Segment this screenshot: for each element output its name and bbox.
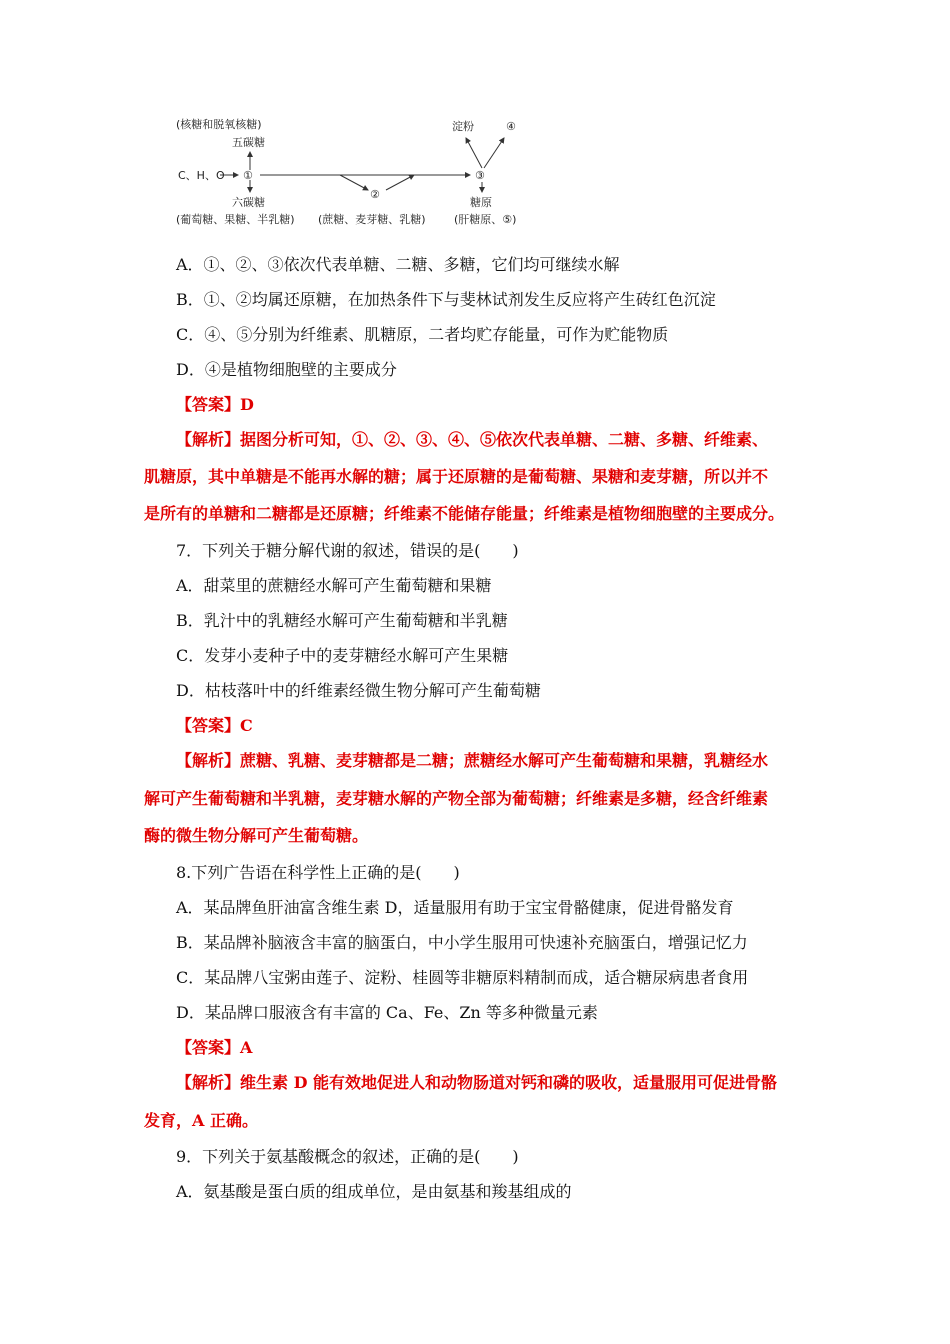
- q7-option-d: D．枯枝落叶中的纤维素经微生物分解可产生葡萄糖: [176, 681, 541, 700]
- diagram-pentose-examples: (核糖和脱氧核糖): [176, 118, 262, 131]
- q7-stem: 7．下列关于糖分解代谢的叙述，错误的是( ): [176, 541, 519, 560]
- sugar-classification-diagram: [170, 110, 550, 230]
- diagram-node-1: ①: [243, 169, 253, 182]
- q6-answer: 【答案】D: [176, 395, 254, 414]
- q7-explanation-line-3: 酶的微生物分解可产生葡萄糖。: [144, 826, 369, 845]
- q7-option-c: C．发芽小麦种子中的麦芽糖经水解可产生果糖: [176, 646, 509, 665]
- diagram-pentose: 五碳糖: [232, 136, 265, 149]
- q7-option-a: A．甜菜里的蔗糖经水解可产生葡萄糖和果糖: [176, 576, 492, 595]
- q8-explanation-line-2: 发育，A 正确。: [144, 1111, 258, 1130]
- diagram-hexose-examples: (葡萄糖、果糖、半乳糖): [176, 213, 295, 226]
- q8-option-a: A．某品牌鱼肝油富含维生素 D，适量服用有助于宝宝骨骼健康，促进骨骼发育: [176, 898, 734, 917]
- q6-option-c: C．④、⑤分别为纤维素、肌糖原，二者均贮存能量，可作为贮能物质: [176, 325, 669, 344]
- diagram-origin: C、H、O: [178, 169, 225, 182]
- diagram-node-2: ②: [370, 188, 380, 201]
- q6-option-b: B．①、②均属还原糖，在加热条件下与斐林试剂发生反应将产生砖红色沉淀: [176, 290, 716, 309]
- q8-option-c: C．某品牌八宝粥由莲子、淀粉、桂圆等非糖原料精制而成，适合糖尿病患者食用: [176, 968, 749, 987]
- q7-explanation-line-1: 【解析】蔗糖、乳糖、麦芽糖都是二糖；蔗糖经水解可产生葡萄糖和果糖，乳糖经水: [176, 751, 769, 770]
- diagram-node-4: ④: [506, 120, 516, 133]
- q8-option-b: B．某品牌补脑液含丰富的脑蛋白，中小学生服用可快速补充脑蛋白，增强记忆力: [176, 933, 748, 952]
- diagram-glycogen-examples: (肝糖原、⑤): [454, 213, 517, 226]
- q8-explanation-line-1: 【解析】维生素 D 能有效地促进人和动物肠道对钙和磷的吸收，适量服用可促进骨骼: [176, 1073, 778, 1092]
- q6-explanation-line-2: 肌糖原，其中单糖是不能再水解的糖；属于还原糖的是葡萄糖、果糖和麦芽糖，所以并不: [144, 467, 769, 486]
- q6-option-a: A．①、②、③依次代表单糖、二糖、多糖，它们均可继续水解: [176, 255, 620, 274]
- diagram-node-3: ③: [475, 169, 485, 182]
- q9-option-a: A．氨基酸是蛋白质的组成单位，是由氨基和羧基组成的: [176, 1182, 572, 1201]
- q7-option-b: B．乳汁中的乳糖经水解可产生葡萄糖和半乳糖: [176, 611, 508, 630]
- q6-explanation-line-1: 【解析】据图分析可知，①、②、③、④、⑤依次代表单糖、二糖、多糖、纤维素、: [176, 430, 769, 449]
- q8-answer: 【答案】A: [176, 1038, 253, 1057]
- q9-stem: 9．下列关于氨基酸概念的叙述，正确的是( ): [176, 1147, 519, 1166]
- q8-option-d: D．某品牌口服液含有丰富的 Ca、Fe、Zn 等多种微量元素: [176, 1003, 598, 1022]
- q6-option-d: D．④是植物细胞壁的主要成分: [176, 360, 397, 379]
- q6-explanation-line-3: 是所有的单糖和二糖都是还原糖；纤维素不能储存能量；纤维素是植物细胞壁的主要成分。: [144, 504, 785, 523]
- diagram-glycogen: 糖原: [470, 196, 492, 209]
- q7-answer: 【答案】C: [176, 716, 253, 735]
- diagram-starch: 淀粉: [452, 120, 474, 133]
- diagram-disaccharide-examples: (蔗糖、麦芽糖、乳糖): [318, 213, 426, 226]
- diagram-hexose: 六碳糖: [232, 196, 265, 209]
- q8-stem: 8.下列广告语在科学性上正确的是( ): [176, 863, 460, 882]
- q7-explanation-line-2: 解可产生葡萄糖和半乳糖，麦芽糖水解的产物全部为葡萄糖；纤维素是多糖，经含纤维素: [144, 789, 769, 808]
